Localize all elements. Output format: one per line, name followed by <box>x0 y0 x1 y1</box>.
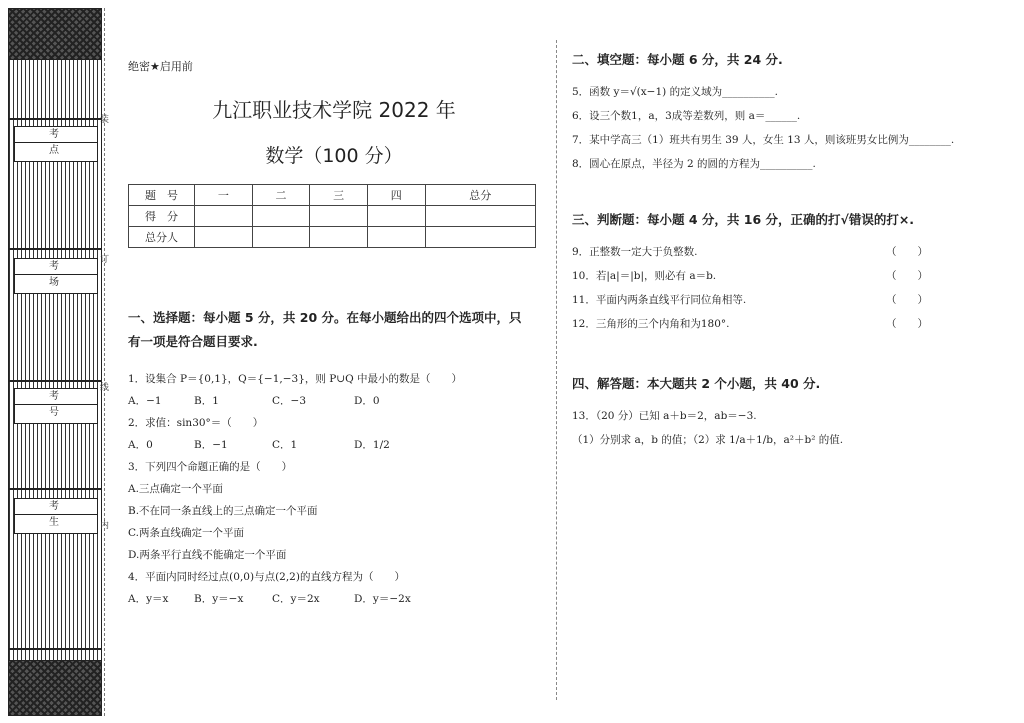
hatch-pattern-top <box>8 8 102 60</box>
table-cell: 总分人 <box>129 227 195 248</box>
question-11 <box>572 288 1012 312</box>
answer-parentheses[interactable]: （ ） <box>886 318 928 330</box>
field-exam-number[interactable] <box>14 388 98 424</box>
question-2: 2．求值：sin30°＝（ ） <box>128 417 264 429</box>
question-2-options <box>128 434 540 456</box>
option[interactable]: C.两条直线确定一个平面 <box>128 527 244 539</box>
question-3: 3．下列四个命题正确的是（ ） <box>128 461 293 473</box>
answer-parentheses[interactable]: （ ） <box>886 246 928 258</box>
answer-parentheses[interactable]: （ ） <box>886 270 928 282</box>
score-input-cell[interactable] <box>252 206 310 227</box>
option[interactable]: D.两条平行直线不能确定一个平面 <box>128 549 287 561</box>
option[interactable]: A．0 <box>128 439 153 451</box>
binding-strip <box>8 8 102 716</box>
question-text: 10．若|a|＝|b|，则必有 a＝b. <box>572 270 717 282</box>
field-exam-site[interactable] <box>14 126 98 162</box>
option[interactable]: A.三点确定一个平面 <box>128 483 223 495</box>
section3-heading: 三、判断题：每小题 4 分，共 16 分，正确的打√错误的打×. <box>572 212 915 227</box>
field-student[interactable] <box>14 498 98 534</box>
score-input-cell[interactable] <box>310 206 368 227</box>
table-cell: 总分 <box>425 185 536 206</box>
section1-heading-cont: 有一项是符合题目要求. <box>128 334 258 349</box>
section2-heading: 二、填空题：每小题 6 分，共 24 分. <box>572 52 783 67</box>
field-label: 考 点 <box>15 127 97 143</box>
binding-line <box>8 380 102 382</box>
score-table <box>128 184 536 248</box>
question-1: 1．设集合 P＝{0,1}，Q＝{−1,−3}，则 P∪Q 中最小的数是（ ） <box>128 373 463 385</box>
field-exam-room[interactable] <box>14 258 98 294</box>
binding-mark: 内 <box>100 521 110 531</box>
binding-line <box>8 248 102 250</box>
question-5: 5．函数 y＝√(x−1) 的定义域为__________. <box>572 86 778 98</box>
question-6: 6．设三个数1，a，3成等差数列，则 a＝______. <box>572 110 801 122</box>
table-cell: 四 <box>367 185 425 206</box>
question-4: 4．平面内同时经过点(0,0)与点(2,2)的直线方程为（ ） <box>128 571 405 583</box>
field-label: 考 号 <box>15 389 97 405</box>
question-text: 12．三角形的三个内角和为180°. <box>572 318 730 330</box>
question-8: 8．圆心在原点，半径为 2 的圆的方程为__________. <box>572 158 816 170</box>
score-input-cell[interactable] <box>195 206 253 227</box>
left-column <box>128 58 540 610</box>
option[interactable]: C．1 <box>272 439 298 451</box>
option[interactable]: D．y＝−2x <box>354 593 411 605</box>
question-text: 9．正整数一定大于负整数. <box>572 246 698 258</box>
question-9 <box>572 240 1012 264</box>
table-cell: 三 <box>310 185 368 206</box>
table-row <box>129 206 536 227</box>
question-4-options <box>128 588 540 610</box>
secret-label: 绝密★启用前 <box>128 60 193 73</box>
question-12 <box>572 312 1012 336</box>
option[interactable]: C．y＝2x <box>272 593 320 605</box>
table-row <box>129 227 536 248</box>
grader-input-cell[interactable] <box>425 227 536 248</box>
binding-mark: 装 <box>100 115 110 125</box>
right-column <box>572 48 1012 452</box>
binding-mark: 订 <box>100 255 110 265</box>
grader-input-cell[interactable] <box>195 227 253 248</box>
question-7: 7．某中学高三（1）班共有男生 39 人，女生 13 人，则该班男女比例为________. <box>572 134 955 146</box>
binding-line <box>8 118 102 120</box>
table-cell: 一 <box>195 185 253 206</box>
option[interactable]: B.不在同一条直线上的三点确定一个平面 <box>128 505 318 517</box>
binding-line <box>8 488 102 490</box>
option[interactable]: A．y＝x <box>128 593 169 605</box>
answer-parentheses[interactable]: （ ） <box>886 294 928 306</box>
hatch-pattern-bottom <box>8 660 102 716</box>
page-title: 九江职业技术学院 2022 年 <box>212 98 456 122</box>
score-input-cell[interactable] <box>425 206 536 227</box>
option[interactable]: D．1/2 <box>354 439 390 451</box>
field-label: 考 场 <box>15 259 97 275</box>
table-cell: 题 号 <box>129 185 195 206</box>
option[interactable]: B．1 <box>194 395 219 407</box>
binding-mark: 线 <box>100 383 110 393</box>
table-cell: 得 分 <box>129 206 195 227</box>
binding-marks <box>100 0 114 723</box>
option[interactable]: A．−1 <box>128 395 162 407</box>
grader-input-cell[interactable] <box>367 227 425 248</box>
question-1-options <box>128 390 540 412</box>
section1-heading: 一、选择题：每小题 5 分，共 20 分。在每小题给出的四个选项中，只 <box>128 310 522 325</box>
column-divider <box>556 40 557 700</box>
question-10 <box>572 264 1012 288</box>
question-13-subparts: （1）分别求 a，b 的值；（2）求 1/a＋1/b，a²＋b² 的值. <box>572 434 844 446</box>
grader-input-cell[interactable] <box>310 227 368 248</box>
table-row <box>129 185 536 206</box>
question-13: 13．（20 分）已知 a＋b＝2，ab＝−3. <box>572 410 757 422</box>
option[interactable]: B．y＝−x <box>194 593 244 605</box>
question-text: 11．平面内两条直线平行同位角相等. <box>572 294 747 306</box>
binding-line <box>8 648 102 650</box>
option[interactable]: C．−3 <box>272 395 307 407</box>
table-cell: 二 <box>252 185 310 206</box>
section4-heading: 四、解答题：本大题共 2 个小题，共 40 分. <box>572 376 821 391</box>
page-subtitle: 数学（100 分） <box>265 145 403 167</box>
grader-input-cell[interactable] <box>252 227 310 248</box>
score-input-cell[interactable] <box>367 206 425 227</box>
option[interactable]: D．0 <box>354 395 380 407</box>
field-label: 考 生 <box>15 499 97 515</box>
option[interactable]: B．−1 <box>194 439 228 451</box>
